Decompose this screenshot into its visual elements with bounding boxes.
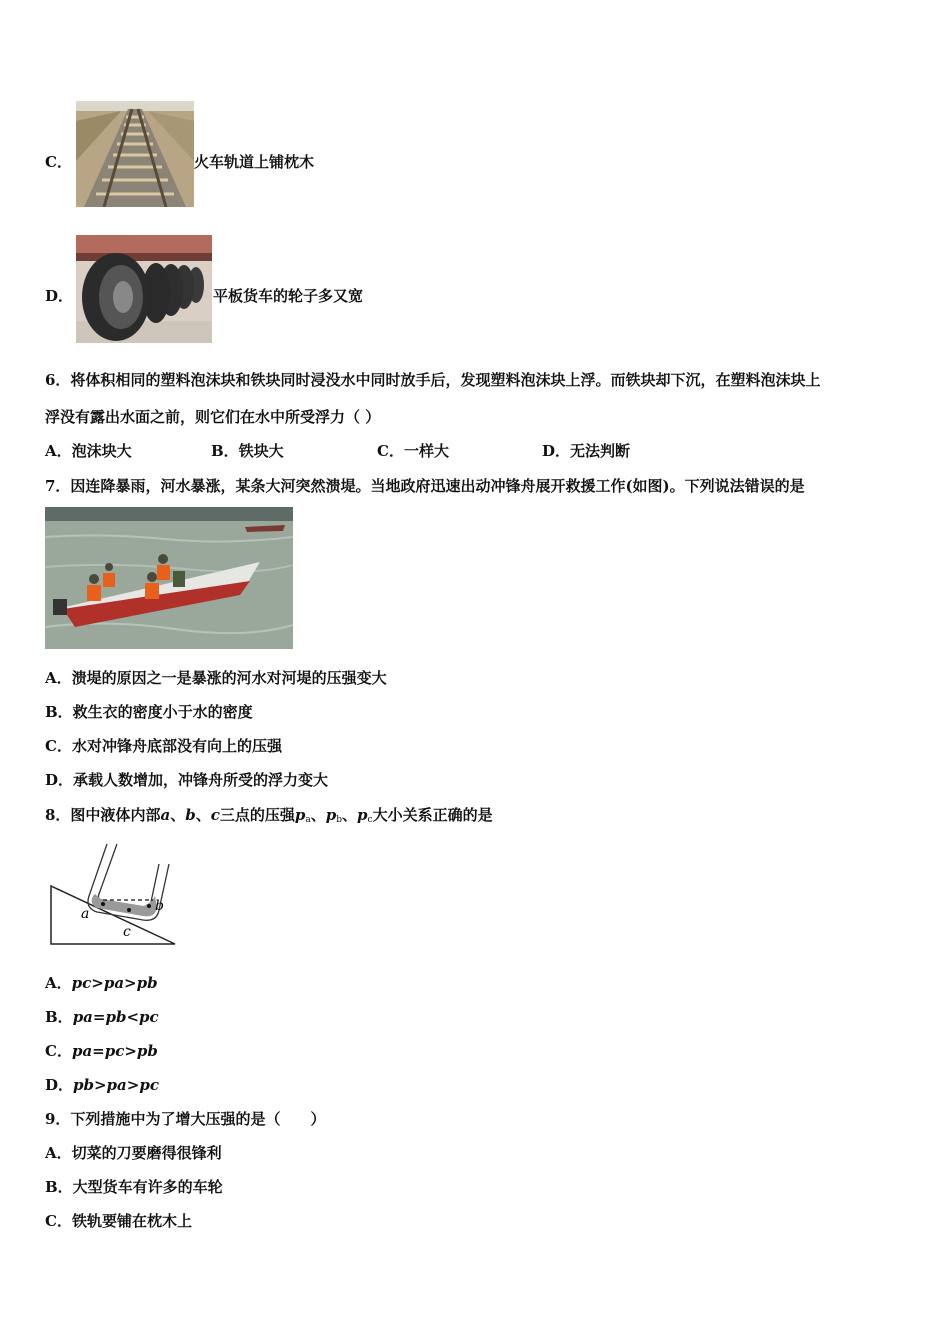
q7-option-d: D．承载人数增加，冲锋舟所受的浮力变大 bbox=[45, 771, 329, 789]
q8-stem: 8．图中液体内部a、b、c三点的压强$p_a$、$p_b$、$p_c$大小关系正确的是 bbox=[45, 806, 493, 825]
q8-option-d: D．pb>pa>pc bbox=[45, 1076, 159, 1094]
q5-option-c-text: 火车轨道上铺枕木 bbox=[194, 153, 315, 171]
q5-option-d-letter: D． bbox=[45, 287, 74, 305]
q8-option-a: A．pc>pa>pb bbox=[45, 974, 158, 992]
q9-option-c: C．铁轨要铺在枕木上 bbox=[45, 1212, 192, 1230]
q5-option-c-letter: C． bbox=[45, 153, 72, 171]
q6-option-a: A．泡沫块大 bbox=[45, 442, 132, 460]
q8-option-b: B．pa=pb<pc bbox=[45, 1008, 159, 1026]
q7-option-c: C．水对冲锋舟底部没有向上的压强 bbox=[45, 737, 282, 755]
diagram-label-c: c bbox=[123, 924, 131, 940]
q6-option-d: D．无法判断 bbox=[542, 442, 631, 460]
q9-stem: 9．下列措施中为了增大压强的是（ ） bbox=[45, 1110, 326, 1128]
diagram-label-a: a bbox=[81, 906, 90, 922]
q8-option-c: C．pa=pc>pb bbox=[45, 1042, 158, 1060]
flatbed-truck-wheels-photo bbox=[76, 235, 212, 343]
q9-option-a: A．切菜的刀要磨得很锋利 bbox=[45, 1144, 222, 1162]
q9-option-b: B．大型货车有许多的车轮 bbox=[45, 1178, 223, 1196]
diagram-label-b: b bbox=[155, 898, 164, 914]
q6-option-c: C．一样大 bbox=[377, 442, 449, 460]
q7-option-a: A．溃堤的原因之一是暴涨的河水对河堤的压强变大 bbox=[45, 669, 387, 687]
q6-option-b: B．铁块大 bbox=[211, 442, 284, 460]
q6-stem-line2: 浮没有露出水面之前，则它们在水中所受浮力（ ） bbox=[45, 408, 381, 426]
u-tube-incline-diagram bbox=[45, 838, 185, 948]
q5-option-d-text: 平板货车的轮子多又宽 bbox=[213, 287, 364, 305]
q6-stem-line1: 6．将体积相同的塑料泡沫块和铁块同时浸没水中同时放手后，发现塑料泡沫块上浮。而铁块却下沉，在塑料泡沫块上 bbox=[45, 371, 821, 389]
railway-track-photo bbox=[76, 101, 194, 207]
q7-stem: 7．因连降暴雨，河水暴涨，某条大河突然溃堤。当地政府迅速出动冲锋舟展开救援工作(如图)。下列说法错误的是 bbox=[45, 477, 805, 495]
rescue-boat-photo bbox=[45, 507, 293, 649]
q7-option-b: B．救生衣的密度小于水的密度 bbox=[45, 703, 253, 721]
